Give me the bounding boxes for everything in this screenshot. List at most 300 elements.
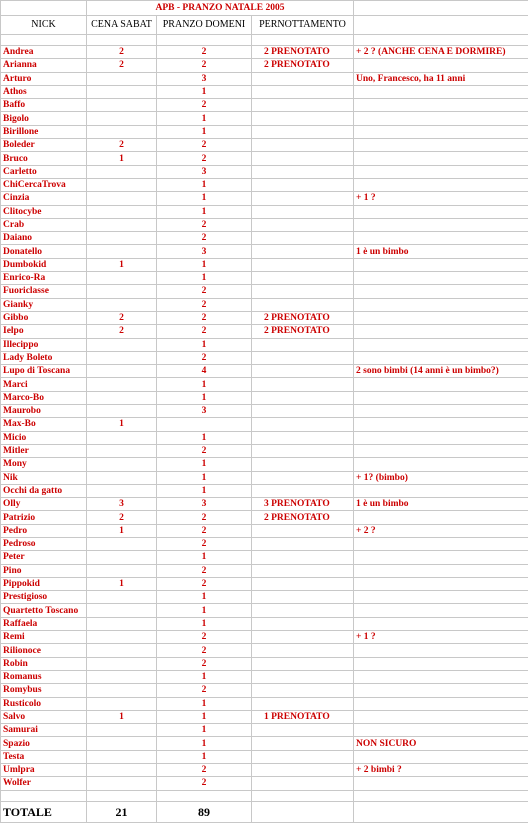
cell[interactable] <box>354 35 528 46</box>
cell-note[interactable] <box>354 431 528 444</box>
cell-note[interactable] <box>354 511 528 524</box>
cell-nick[interactable]: Athos <box>1 85 87 98</box>
cell-pernottamento[interactable]: 1 PRENOTATO <box>252 710 354 723</box>
cell-cena[interactable] <box>87 458 157 471</box>
cell-pernottamento[interactable] <box>252 551 354 564</box>
cell-pranzo[interactable]: 1 <box>157 617 252 630</box>
cell-pranzo[interactable]: 2 <box>157 152 252 165</box>
cell-nick[interactable]: Rilionoce <box>1 644 87 657</box>
cell-pranzo[interactable]: 1 <box>157 697 252 710</box>
cell-pernottamento[interactable] <box>252 724 354 737</box>
cell-note[interactable] <box>354 272 528 285</box>
cell-nick[interactable]: Gibbo <box>1 311 87 324</box>
cell-cena[interactable] <box>87 777 157 790</box>
cell-cena[interactable] <box>87 724 157 737</box>
cell-note[interactable] <box>354 125 528 138</box>
cell-pranzo[interactable]: 2 <box>157 564 252 577</box>
cell-pernottamento[interactable] <box>252 484 354 497</box>
cell-pranzo[interactable]: 2 <box>157 537 252 550</box>
cell-note[interactable] <box>354 537 528 550</box>
cell-nick[interactable]: Maurobo <box>1 405 87 418</box>
cell-note[interactable] <box>354 617 528 630</box>
cell-nick[interactable]: Fuoriclasse <box>1 285 87 298</box>
cell-note[interactable] <box>354 165 528 178</box>
cell-cena[interactable] <box>87 85 157 98</box>
cell-cena[interactable] <box>87 72 157 85</box>
cell[interactable] <box>1 1 87 16</box>
cell-cena[interactable] <box>87 471 157 484</box>
cell-pernottamento[interactable] <box>252 657 354 670</box>
cell-pernottamento[interactable] <box>252 591 354 604</box>
cell-pranzo[interactable]: 3 <box>157 498 252 511</box>
cell-nick[interactable]: Arianna <box>1 59 87 72</box>
cell-pranzo[interactable]: 2 <box>157 139 252 152</box>
cell-note[interactable] <box>354 378 528 391</box>
cell-note[interactable] <box>354 458 528 471</box>
cell-pranzo[interactable]: 2 <box>157 777 252 790</box>
cell-pranzo[interactable]: 1 <box>157 178 252 191</box>
cell-cena[interactable] <box>87 232 157 245</box>
cell-pernottamento[interactable] <box>252 431 354 444</box>
cell-nick[interactable]: ChiCercaTrova <box>1 178 87 191</box>
cell-note[interactable] <box>354 205 528 218</box>
cell-pernottamento[interactable] <box>252 192 354 205</box>
cell-pernottamento[interactable] <box>252 152 354 165</box>
cell-cena[interactable] <box>87 737 157 750</box>
cell-cena[interactable]: 2 <box>87 46 157 59</box>
cell-pernottamento[interactable] <box>252 631 354 644</box>
cell-pernottamento[interactable] <box>252 178 354 191</box>
cell-note[interactable] <box>354 85 528 98</box>
cell-nick[interactable]: Marci <box>1 378 87 391</box>
cell-pranzo[interactable] <box>157 418 252 431</box>
cell-cena[interactable] <box>87 670 157 683</box>
cell-nick[interactable]: Bigolo <box>1 112 87 125</box>
cell-nick[interactable]: Bruco <box>1 152 87 165</box>
cell-pranzo[interactable]: 2 <box>157 218 252 231</box>
cell-pernottamento[interactable] <box>252 112 354 125</box>
cell[interactable] <box>354 1 528 16</box>
header-pernottamento[interactable]: PERNOTTAMENTO <box>252 16 354 35</box>
cell-note[interactable]: 1 è un bimbo <box>354 498 528 511</box>
cell-pernottamento[interactable] <box>252 165 354 178</box>
cell-nick[interactable]: Patrizio <box>1 511 87 524</box>
cell-nick[interactable]: Pedroso <box>1 537 87 550</box>
cell-pernottamento[interactable] <box>252 670 354 683</box>
cell-cena[interactable] <box>87 205 157 218</box>
cell-pernottamento[interactable] <box>252 258 354 271</box>
cell-pranzo[interactable]: 1 <box>157 737 252 750</box>
cell-note[interactable] <box>354 724 528 737</box>
cell[interactable] <box>1 35 87 46</box>
cell-nick[interactable]: Raffaela <box>1 617 87 630</box>
cell-pernottamento[interactable] <box>252 750 354 763</box>
cell-nick[interactable]: Enrico-Ra <box>1 272 87 285</box>
sheet-title[interactable]: APB - PRANZO NATALE 2005 <box>87 1 354 16</box>
cell-pranzo[interactable]: 1 <box>157 192 252 205</box>
cell-note[interactable] <box>354 657 528 670</box>
cell-note[interactable] <box>354 99 528 112</box>
cell-cena[interactable] <box>87 192 157 205</box>
cell-pernottamento[interactable] <box>252 391 354 404</box>
cell-note[interactable] <box>354 644 528 657</box>
cell-note[interactable] <box>354 325 528 338</box>
cell-cena[interactable]: 2 <box>87 311 157 324</box>
cell-note[interactable]: Uno, Francesco, ha 11 anni <box>354 72 528 85</box>
cell-pernottamento[interactable] <box>252 365 354 378</box>
cell-pranzo[interactable]: 2 <box>157 577 252 590</box>
cell-pranzo[interactable]: 2 <box>157 298 252 311</box>
cell-pernottamento[interactable]: 2 PRENOTATO <box>252 46 354 59</box>
cell-pranzo[interactable]: 1 <box>157 710 252 723</box>
cell-note[interactable] <box>354 750 528 763</box>
cell-note[interactable] <box>354 178 528 191</box>
total-label[interactable]: TOTALE <box>1 801 87 822</box>
cell-nick[interactable]: Dumbokid <box>1 258 87 271</box>
cell-cena[interactable]: 2 <box>87 139 157 152</box>
cell-nick[interactable]: Rusticolo <box>1 697 87 710</box>
total-cena[interactable]: 21 <box>87 801 157 822</box>
cell-pranzo[interactable]: 2 <box>157 99 252 112</box>
cell-note[interactable] <box>354 351 528 364</box>
cell[interactable] <box>252 801 354 822</box>
cell-pernottamento[interactable] <box>252 604 354 617</box>
cell-nick[interactable]: Mony <box>1 458 87 471</box>
cell-pernottamento[interactable] <box>252 577 354 590</box>
cell-pranzo[interactable]: 3 <box>157 245 252 258</box>
cell-cena[interactable] <box>87 484 157 497</box>
cell-nick[interactable]: Crab <box>1 218 87 231</box>
cell-pranzo[interactable]: 1 <box>157 205 252 218</box>
cell-cena[interactable] <box>87 617 157 630</box>
cell-nick[interactable]: Remi <box>1 631 87 644</box>
cell-nick[interactable]: Illecippo <box>1 338 87 351</box>
cell-nick[interactable]: Romybus <box>1 684 87 697</box>
cell-cena[interactable] <box>87 564 157 577</box>
cell-pernottamento[interactable]: 2 PRENOTATO <box>252 311 354 324</box>
cell-nick[interactable]: Wolfer <box>1 777 87 790</box>
cell-pranzo[interactable]: 1 <box>157 750 252 763</box>
cell-note[interactable]: 1 è un bimbo <box>354 245 528 258</box>
cell-nick[interactable]: Carletto <box>1 165 87 178</box>
cell-nick[interactable]: Donatello <box>1 245 87 258</box>
cell-pranzo[interactable]: 1 <box>157 724 252 737</box>
cell-nick[interactable]: Birillone <box>1 125 87 138</box>
cell-nick[interactable]: Pino <box>1 564 87 577</box>
cell-pernottamento[interactable] <box>252 285 354 298</box>
cell-pernottamento[interactable] <box>252 524 354 537</box>
cell-nick[interactable]: Peter <box>1 551 87 564</box>
cell-pranzo[interactable]: 2 <box>157 657 252 670</box>
cell-pernottamento[interactable] <box>252 418 354 431</box>
cell-pernottamento[interactable] <box>252 378 354 391</box>
cell-cena[interactable]: 2 <box>87 59 157 72</box>
cell-pranzo[interactable]: 1 <box>157 258 252 271</box>
cell-nick[interactable]: Salvo <box>1 710 87 723</box>
cell-pranzo[interactable]: 2 <box>157 351 252 364</box>
cell-pranzo[interactable]: 1 <box>157 551 252 564</box>
cell-nick[interactable]: Romanus <box>1 670 87 683</box>
cell-cena[interactable] <box>87 431 157 444</box>
cell-cena[interactable]: 1 <box>87 524 157 537</box>
cell-cena[interactable] <box>87 697 157 710</box>
cell-nick[interactable]: Cinzia <box>1 192 87 205</box>
cell-note[interactable]: + 1? (bimbo) <box>354 471 528 484</box>
cell-note[interactable]: + 2 ? (ANCHE CENA E DORMIRE) <box>354 46 528 59</box>
cell-pranzo[interactable]: 1 <box>157 471 252 484</box>
cell-nick[interactable]: Pippokid <box>1 577 87 590</box>
cell-nick[interactable]: Testa <box>1 750 87 763</box>
cell[interactable] <box>1 790 87 801</box>
cell-pernottamento[interactable] <box>252 99 354 112</box>
cell-note[interactable] <box>354 232 528 245</box>
cell-cena[interactable]: 1 <box>87 577 157 590</box>
cell-note[interactable] <box>354 298 528 311</box>
cell-note[interactable] <box>354 338 528 351</box>
cell-pernottamento[interactable] <box>252 644 354 657</box>
cell-cena[interactable] <box>87 378 157 391</box>
cell-nick[interactable]: Robin <box>1 657 87 670</box>
cell-pernottamento[interactable] <box>252 405 354 418</box>
cell-pranzo[interactable]: 1 <box>157 378 252 391</box>
cell-pranzo[interactable]: 4 <box>157 365 252 378</box>
cell[interactable] <box>252 35 354 46</box>
cell-cena[interactable] <box>87 551 157 564</box>
cell-pranzo[interactable]: 2 <box>157 631 252 644</box>
cell-note[interactable] <box>354 391 528 404</box>
cell-note[interactable] <box>354 591 528 604</box>
cell[interactable] <box>157 790 252 801</box>
cell-cena[interactable] <box>87 405 157 418</box>
header-nick[interactable]: NICK <box>1 16 87 35</box>
cell-cena[interactable] <box>87 604 157 617</box>
cell-pranzo[interactable]: 2 <box>157 764 252 777</box>
cell-note[interactable] <box>354 405 528 418</box>
cell-cena[interactable]: 1 <box>87 418 157 431</box>
cell-cena[interactable] <box>87 272 157 285</box>
cell[interactable] <box>354 801 528 822</box>
cell-nick[interactable]: Mitler <box>1 444 87 457</box>
cell-cena[interactable] <box>87 218 157 231</box>
cell-pranzo[interactable]: 1 <box>157 604 252 617</box>
cell-pranzo[interactable]: 1 <box>157 272 252 285</box>
cell-nick[interactable]: Occhi da gatto <box>1 484 87 497</box>
cell-cena[interactable] <box>87 684 157 697</box>
header-note[interactable] <box>354 16 528 35</box>
cell-cena[interactable]: 1 <box>87 152 157 165</box>
cell-note[interactable] <box>354 551 528 564</box>
cell-cena[interactable] <box>87 365 157 378</box>
cell-pernottamento[interactable] <box>252 218 354 231</box>
cell-pernottamento[interactable] <box>252 72 354 85</box>
cell-cena[interactable]: 3 <box>87 498 157 511</box>
cell-pernottamento[interactable] <box>252 232 354 245</box>
cell-pranzo[interactable]: 2 <box>157 325 252 338</box>
cell-note[interactable] <box>354 218 528 231</box>
cell-nick[interactable]: Max-Bo <box>1 418 87 431</box>
cell[interactable] <box>87 35 157 46</box>
cell-pernottamento[interactable] <box>252 537 354 550</box>
cell-pernottamento[interactable] <box>252 764 354 777</box>
cell-pranzo[interactable]: 1 <box>157 125 252 138</box>
cell-pranzo[interactable]: 3 <box>157 405 252 418</box>
cell-pranzo[interactable]: 1 <box>157 85 252 98</box>
cell-note[interactable]: + 2 ? <box>354 524 528 537</box>
cell-cena[interactable] <box>87 112 157 125</box>
cell-pernottamento[interactable] <box>252 458 354 471</box>
cell-pernottamento[interactable] <box>252 737 354 750</box>
cell-pranzo[interactable]: 2 <box>157 644 252 657</box>
cell-note[interactable] <box>354 258 528 271</box>
cell[interactable] <box>157 35 252 46</box>
cell-pernottamento[interactable] <box>252 272 354 285</box>
cell-nick[interactable]: Andrea <box>1 46 87 59</box>
cell-cena[interactable] <box>87 125 157 138</box>
cell-note[interactable] <box>354 311 528 324</box>
cell-note[interactable] <box>354 112 528 125</box>
cell-note[interactable] <box>354 577 528 590</box>
cell-pranzo[interactable]: 1 <box>157 591 252 604</box>
cell-pranzo[interactable]: 1 <box>157 431 252 444</box>
cell-note[interactable] <box>354 670 528 683</box>
cell-nick[interactable]: Umlpra <box>1 764 87 777</box>
cell-cena[interactable] <box>87 591 157 604</box>
cell-pernottamento[interactable] <box>252 617 354 630</box>
cell-pranzo[interactable]: 2 <box>157 232 252 245</box>
cell-nick[interactable]: Nik <box>1 471 87 484</box>
cell-cena[interactable] <box>87 657 157 670</box>
cell-cena[interactable] <box>87 391 157 404</box>
cell-cena[interactable]: 2 <box>87 325 157 338</box>
cell-nick[interactable]: Ielpo <box>1 325 87 338</box>
cell-nick[interactable]: Samurai <box>1 724 87 737</box>
cell-cena[interactable] <box>87 644 157 657</box>
cell-pernottamento[interactable] <box>252 298 354 311</box>
cell-pernottamento[interactable] <box>252 338 354 351</box>
cell-cena[interactable] <box>87 285 157 298</box>
cell[interactable] <box>354 790 528 801</box>
cell-nick[interactable]: Daiano <box>1 232 87 245</box>
cell-pernottamento[interactable] <box>252 777 354 790</box>
cell-note[interactable] <box>354 484 528 497</box>
cell-nick[interactable]: Clitocybe <box>1 205 87 218</box>
cell-note[interactable] <box>354 418 528 431</box>
cell-pernottamento[interactable] <box>252 125 354 138</box>
cell-pernottamento[interactable] <box>252 351 354 364</box>
cell-nick[interactable]: Pedro <box>1 524 87 537</box>
cell-pranzo[interactable]: 2 <box>157 46 252 59</box>
cell-pernottamento[interactable]: 2 PRENOTATO <box>252 511 354 524</box>
cell-pranzo[interactable]: 2 <box>157 524 252 537</box>
cell-cena[interactable] <box>87 165 157 178</box>
cell-pernottamento[interactable] <box>252 85 354 98</box>
cell-note[interactable]: + 1 ? <box>354 631 528 644</box>
cell-cena[interactable]: 1 <box>87 710 157 723</box>
cell-note[interactable]: + 2 bimbi ? <box>354 764 528 777</box>
cell-nick[interactable]: Olly <box>1 498 87 511</box>
header-cena[interactable]: CENA SABAT <box>87 16 157 35</box>
cell-nick[interactable]: Micio <box>1 431 87 444</box>
header-pranzo[interactable]: PRANZO DOMENI <box>157 16 252 35</box>
cell-cena[interactable] <box>87 338 157 351</box>
cell-pranzo[interactable]: 2 <box>157 444 252 457</box>
cell-pernottamento[interactable] <box>252 444 354 457</box>
cell-note[interactable] <box>354 777 528 790</box>
cell-pranzo[interactable]: 2 <box>157 285 252 298</box>
cell-note[interactable] <box>354 697 528 710</box>
cell-pranzo[interactable]: 1 <box>157 484 252 497</box>
cell-pernottamento[interactable] <box>252 697 354 710</box>
cell-pranzo[interactable]: 2 <box>157 511 252 524</box>
cell-note[interactable] <box>354 59 528 72</box>
cell-pranzo[interactable]: 1 <box>157 338 252 351</box>
cell-note[interactable] <box>354 139 528 152</box>
cell[interactable] <box>87 790 157 801</box>
cell-cena[interactable] <box>87 99 157 112</box>
cell-nick[interactable]: Arturo <box>1 72 87 85</box>
cell-nick[interactable]: Spazio <box>1 737 87 750</box>
cell-nick[interactable]: Baffo <box>1 99 87 112</box>
cell-pernottamento[interactable]: 3 PRENOTATO <box>252 498 354 511</box>
cell-pernottamento[interactable] <box>252 471 354 484</box>
cell-note[interactable] <box>354 684 528 697</box>
cell-note[interactable]: + 1 ? <box>354 192 528 205</box>
cell-cena[interactable] <box>87 750 157 763</box>
cell-cena[interactable] <box>87 764 157 777</box>
cell-nick[interactable]: Lupo di Toscana <box>1 365 87 378</box>
cell-pranzo[interactable]: 1 <box>157 670 252 683</box>
cell-note[interactable] <box>354 444 528 457</box>
cell-nick[interactable]: Boleder <box>1 139 87 152</box>
cell-pranzo[interactable]: 2 <box>157 311 252 324</box>
cell-pranzo[interactable]: 1 <box>157 112 252 125</box>
cell-nick[interactable]: Prestigioso <box>1 591 87 604</box>
cell-pernottamento[interactable] <box>252 139 354 152</box>
cell-pranzo[interactable]: 1 <box>157 391 252 404</box>
cell-nick[interactable]: Marco-Bo <box>1 391 87 404</box>
cell-note[interactable] <box>354 285 528 298</box>
cell-cena[interactable] <box>87 537 157 550</box>
cell-note[interactable]: 2 sono bimbi (14 anni è un bimbo?) <box>354 365 528 378</box>
cell-note[interactable] <box>354 564 528 577</box>
cell-cena[interactable] <box>87 245 157 258</box>
cell-note[interactable] <box>354 710 528 723</box>
cell[interactable] <box>252 790 354 801</box>
cell-note[interactable] <box>354 604 528 617</box>
cell-pernottamento[interactable] <box>252 245 354 258</box>
cell-cena[interactable] <box>87 444 157 457</box>
cell-cena[interactable]: 2 <box>87 511 157 524</box>
cell-pranzo[interactable]: 3 <box>157 165 252 178</box>
cell-cena[interactable] <box>87 298 157 311</box>
cell-pranzo[interactable]: 2 <box>157 59 252 72</box>
cell-pranzo[interactable]: 2 <box>157 684 252 697</box>
cell-pernottamento[interactable]: 2 PRENOTATO <box>252 59 354 72</box>
cell-cena[interactable]: 1 <box>87 258 157 271</box>
cell-pernottamento[interactable]: 2 PRENOTATO <box>252 325 354 338</box>
cell-pernottamento[interactable] <box>252 564 354 577</box>
total-pranzo[interactable]: 89 <box>157 801 252 822</box>
cell-cena[interactable] <box>87 351 157 364</box>
cell-pranzo[interactable]: 1 <box>157 458 252 471</box>
cell-pernottamento[interactable] <box>252 684 354 697</box>
cell-note[interactable] <box>354 152 528 165</box>
cell-nick[interactable]: Gianky <box>1 298 87 311</box>
cell-nick[interactable]: Lady Boleto <box>1 351 87 364</box>
cell-note[interactable]: NON SICURO <box>354 737 528 750</box>
cell-pernottamento[interactable] <box>252 205 354 218</box>
cell-nick[interactable]: Quartetto Toscano <box>1 604 87 617</box>
